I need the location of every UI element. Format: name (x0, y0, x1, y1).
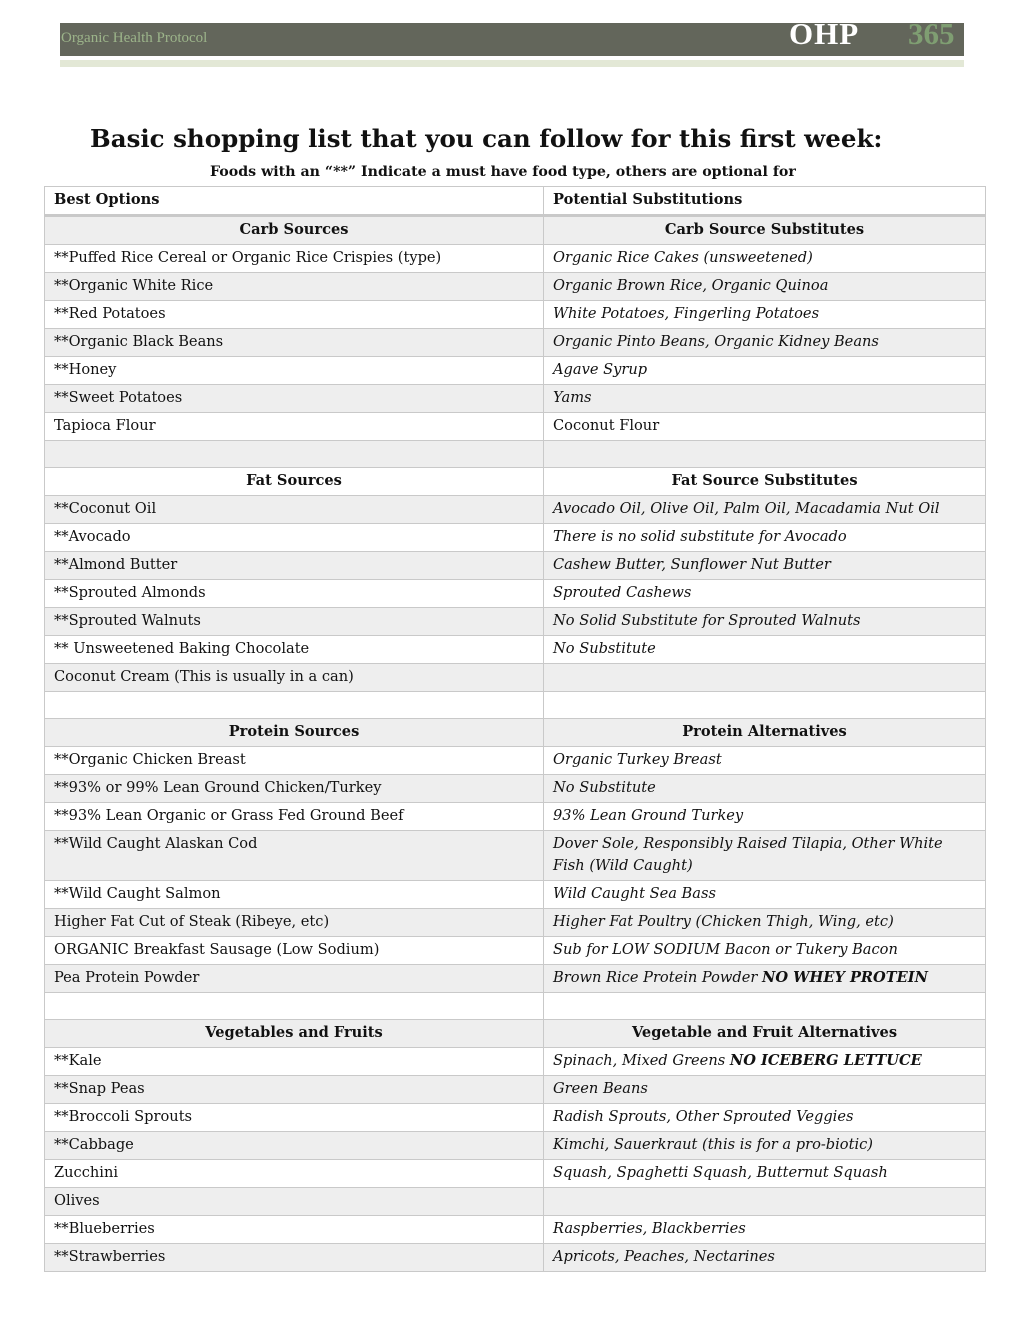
empty-cell (45, 692, 544, 719)
substitution-emphasis: NO WHEY PROTEIN (762, 969, 928, 986)
best-option-cell: **Strawberries (45, 1244, 544, 1272)
page-subtitle: Foods with an “**” Indicate a must have food type, others are optional for (210, 164, 796, 180)
substitution-cell: Squash, Spaghetti Squash, Butternut Squash (544, 1160, 986, 1188)
substitution-cell: Higher Fat Poultry (Chicken Thigh, Wing, etc) (544, 909, 986, 937)
section-title: Carb Sources (45, 216, 544, 245)
table-row (45, 245, 986, 273)
best-option-cell: **Sprouted Walnuts (45, 608, 544, 636)
best-option-cell: **Organic Black Beans (45, 329, 544, 357)
best-option-cell: **Kale (45, 1048, 544, 1076)
best-option-cell: **Almond Butter (45, 552, 544, 580)
table-row (45, 357, 986, 385)
table-row (45, 803, 986, 831)
page-title: Basic shopping list that you can follow for this first week: (90, 124, 883, 153)
substitution-cell (544, 1188, 986, 1216)
table-row (45, 273, 986, 301)
substitution-text: Brown Rice Protein Powder (553, 969, 763, 986)
substitution-cell: Raspberries, Blackberries (544, 1216, 986, 1244)
section-title: Protein Sources (45, 719, 544, 747)
substitution-cell: Green Beans (544, 1076, 986, 1104)
empty-cell (544, 692, 986, 719)
substitution-emphasis: NO ICEBERG LETTUCE (729, 1052, 922, 1069)
table-row (45, 496, 986, 524)
table-row (45, 775, 986, 803)
best-option-cell: **Sweet Potatoes (45, 385, 544, 413)
best-option-cell: **Coconut Oil (45, 496, 544, 524)
best-option-cell: Tapioca Flour (45, 413, 544, 441)
table-row (45, 1104, 986, 1132)
best-option-cell: **Cabbage (45, 1132, 544, 1160)
column-header-best-options: Best Options (45, 187, 544, 216)
best-option-cell: Zucchini (45, 1160, 544, 1188)
best-option-cell: Higher Fat Cut of Steak (Ribeye, etc) (45, 909, 544, 937)
substitution-cell: Kimchi, Sauerkraut (this is for a pro-biotic) (544, 1132, 986, 1160)
substitution-cell: Dover Sole, Responsibly Raised Tilapia, Other White Fish (Wild Caught) (544, 831, 986, 881)
best-option-cell: **93% Lean Organic or Grass Fed Ground Beef (45, 803, 544, 831)
section-header-protein (45, 719, 986, 747)
substitution-cell: Agave Syrup (544, 357, 986, 385)
table-row (45, 664, 986, 692)
column-header-row (45, 187, 986, 216)
table-row (45, 1132, 986, 1160)
best-option-cell: **Broccoli Sprouts (45, 1104, 544, 1132)
substitution-cell: Yams (544, 385, 986, 413)
substitution-cell: Wild Caught Sea Bass (544, 881, 986, 909)
header-logo-365: 365 (908, 16, 955, 51)
empty-cell (45, 993, 544, 1020)
table-row (45, 636, 986, 664)
table-row (45, 413, 986, 441)
table-row (45, 831, 986, 881)
section-header-fat (45, 468, 986, 496)
section-title: Vegetable and Fruit Alternatives (544, 1020, 986, 1048)
section-title: Protein Alternatives (544, 719, 986, 747)
substitution-text: Spinach, Mixed Greens (553, 1052, 730, 1069)
best-option-cell: ** Unsweetened Baking Chocolate (45, 636, 544, 664)
substitution-cell: Organic Turkey Breast (544, 747, 986, 775)
best-option-cell: **Organic Chicken Breast (45, 747, 544, 775)
substitution-cell: White Potatoes, Fingerling Potatoes (544, 301, 986, 329)
header-underline (60, 60, 964, 67)
table-row (45, 301, 986, 329)
best-option-cell: **Snap Peas (45, 1076, 544, 1104)
best-option-cell: ORGANIC Breakfast Sausage (Low Sodium) (45, 937, 544, 965)
table-row (45, 909, 986, 937)
substitution-cell: Avocado Oil, Olive Oil, Palm Oil, Macadamia Nut Oil (544, 496, 986, 524)
section-title: Carb Source Substitutes (544, 216, 986, 245)
table-row (45, 1244, 986, 1272)
substitution-cell: Apricots, Peaches, Nectarines (544, 1244, 986, 1272)
substitution-cell: Radish Sprouts, Other Sprouted Veggies (544, 1104, 986, 1132)
table-row (45, 524, 986, 552)
substitution-cell (544, 664, 986, 692)
section-title: Fat Sources (45, 468, 544, 496)
section-title: Vegetables and Fruits (45, 1020, 544, 1048)
best-option-cell: **Honey (45, 357, 544, 385)
substitution-cell: Organic Pinto Beans, Organic Kidney Beans (544, 329, 986, 357)
column-header-substitutions: Potential Substitutions (544, 187, 986, 216)
table-row (45, 1048, 986, 1076)
substitution-cell: Sprouted Cashews (544, 580, 986, 608)
best-option-cell: Coconut Cream (This is usually in a can) (45, 664, 544, 692)
table-row (45, 552, 986, 580)
best-option-cell: **Puffed Rice Cereal or Organic Rice Crispies (type) (45, 245, 544, 273)
substitution-cell: Organic Rice Cakes (unsweetened) (544, 245, 986, 273)
blank-row (45, 441, 986, 468)
best-option-cell: **Sprouted Almonds (45, 580, 544, 608)
table-row (45, 1188, 986, 1216)
substitution-cell: No Solid Substitute for Sprouted Walnuts (544, 608, 986, 636)
header-title: Organic Health Protocol (61, 30, 208, 46)
blank-row (45, 692, 986, 719)
substitution-cell: Cashew Butter, Sunflower Nut Butter (544, 552, 986, 580)
section-header-vegetables (45, 1020, 986, 1048)
substitution-cell: There is no solid substitute for Avocado (544, 524, 986, 552)
empty-cell (45, 441, 544, 468)
best-option-cell: **Wild Caught Alaskan Cod (45, 831, 544, 881)
blank-row (45, 993, 986, 1020)
best-option-cell: **Avocado (45, 524, 544, 552)
table-row (45, 965, 986, 993)
table-row (45, 881, 986, 909)
best-option-cell: **Red Potatoes (45, 301, 544, 329)
section-header-carb (45, 216, 986, 245)
empty-cell (544, 993, 986, 1020)
best-option-cell: **Wild Caught Salmon (45, 881, 544, 909)
table-row (45, 1216, 986, 1244)
table-row (45, 1076, 986, 1104)
substitution-cell: Sub for LOW SODIUM Bacon or Tukery Bacon (544, 937, 986, 965)
substitution-cell (544, 1048, 986, 1076)
best-option-cell: Pea Protein Powder (45, 965, 544, 993)
table-row (45, 937, 986, 965)
table-row (45, 747, 986, 775)
best-option-cell: Olives (45, 1188, 544, 1216)
table-row (45, 385, 986, 413)
table-row (45, 329, 986, 357)
substitution-cell: No Substitute (544, 636, 986, 664)
best-option-cell: **Blueberries (45, 1216, 544, 1244)
table-row (45, 580, 986, 608)
section-title: Fat Source Substitutes (544, 468, 986, 496)
substitution-cell (544, 965, 986, 993)
substitution-cell: No Substitute (544, 775, 986, 803)
substitution-cell: 93% Lean Ground Turkey (544, 803, 986, 831)
best-option-cell: **93% or 99% Lean Ground Chicken/Turkey (45, 775, 544, 803)
empty-cell (544, 441, 986, 468)
substitution-cell: Organic Brown Rice, Organic Quinoa (544, 273, 986, 301)
best-option-cell: **Organic White Rice (45, 273, 544, 301)
table-row (45, 1160, 986, 1188)
substitution-cell: Coconut Flour (544, 413, 986, 441)
header-logo-ohp: OHP (789, 16, 860, 51)
shopping-table (44, 186, 986, 1272)
table-row (45, 608, 986, 636)
